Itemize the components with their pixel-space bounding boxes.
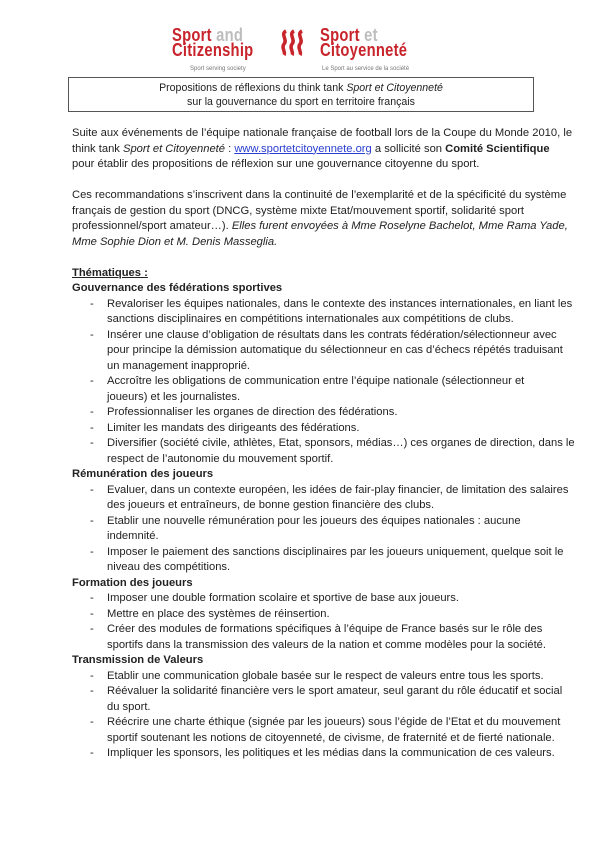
bullet-dash: - — [90, 297, 94, 310]
logo-tagline-en: Sport serving society — [190, 66, 246, 72]
intro-line: pour établir des propositions de réflexion sur une gouvernance citoyenne du sport. — [72, 158, 480, 170]
logo-text: Sport — [172, 25, 212, 45]
bullet-item — [72, 297, 573, 328]
bullet-line: Revaloriser les équipes nationales, dans le contexte des instances internationales, en liant les — [107, 297, 573, 310]
bullet-line: Impliquer les sponsors, les politiques et les médias dans la communication de ces valeurs. — [107, 747, 555, 759]
bullet-dash: - — [90, 592, 94, 604]
bullet-dash: - — [90, 328, 94, 341]
text: think tank — [72, 142, 123, 155]
paragraph-line — [72, 219, 568, 235]
bullet-dash: - — [90, 685, 94, 697]
logo-fr-text — [320, 25, 408, 60]
bullet-line: niveau des compétitions. — [107, 561, 231, 573]
bullet-line: joueurs) et les journalistes. — [107, 390, 241, 403]
bullet-dash: - — [90, 747, 94, 759]
bullet-dash: - — [90, 545, 94, 558]
text-italic: Mme Sophie Dion et M. Denis Masseglia. — [72, 235, 278, 248]
logo-text: et — [364, 25, 378, 45]
bullet-line: Etablir une nouvelle rémunération pour les joueurs des équipes nationales : aucune — [107, 514, 521, 527]
bullet-dash: - — [90, 375, 94, 387]
title-line-2: sur la gouvernance du sport en territoire français — [187, 96, 415, 108]
themes-heading: Thématiques : — [72, 266, 148, 279]
bullet-dash: - — [90, 669, 94, 682]
bullet-item — [72, 622, 547, 653]
logo-tagline-fr: Le Sport au service de la société — [322, 66, 410, 72]
bullet-item — [72, 684, 563, 715]
bullet-dash: - — [90, 607, 94, 620]
text: : — [225, 142, 235, 155]
text-bold: Comité Scientifique — [445, 142, 550, 155]
bullet-line: des joueurs et entraîneurs, de bonne gestion financière des clubs. — [107, 499, 435, 511]
bullet-item — [72, 328, 563, 375]
paragraph-line: français de gestion du sport (DNCG, système mixte Etat/mouvement sportif, solidarité sport — [72, 204, 525, 217]
bullet-item — [72, 436, 575, 467]
bullet-dash: - — [90, 421, 94, 434]
section-heading: Transmission de Valeurs — [72, 654, 204, 666]
bullet-item — [72, 483, 569, 514]
document-body — [72, 126, 575, 762]
title-italic: Sport et Citoyenneté — [346, 82, 443, 94]
text: professionnel/sport amateur…). — [72, 220, 232, 232]
logo-text: Citoyenneté — [320, 40, 408, 60]
title-text: Propositions de réflexions du think tank — [159, 82, 347, 94]
bullet-line: du sport. — [107, 700, 151, 713]
bullet-line: Imposer le paiement des sanctions disciplinaires par les joueurs uniquement, quelque soit le — [107, 545, 564, 558]
bullet-item — [72, 545, 564, 576]
logo-text: Citizenship — [172, 40, 254, 60]
section-heading: Rémunération des joueurs — [72, 468, 214, 480]
bullet-line: Evaluer, dans un contexte européen, les idées de fair-play financier, de limitation des salaires — [107, 483, 569, 496]
bullet-item — [72, 746, 555, 762]
logo — [0, 22, 600, 78]
bullet-item — [72, 374, 542, 405]
logo-text: and — [216, 25, 244, 45]
bullet-item — [72, 405, 542, 421]
bullet-line: Insérer une clause d’obligation de résultats dans les contrats fédération/sélectionneur avec — [107, 328, 557, 341]
text-italic: Sport et Citoyenneté — [123, 142, 225, 155]
logo-text: Sport — [320, 25, 360, 45]
sections — [72, 281, 575, 762]
bullet-line: Mettre en place des systèmes de réinsertion. — [107, 607, 330, 620]
paragraph-line: Ces recommandations s’inscrivent dans la continuité de l’exemplarité et de la spécificité du système — [72, 189, 567, 201]
bullet-line: indemnité. — [107, 530, 159, 542]
bullet-line: Diversifier (société civile, athlètes, Etat, sponsors, médias…) ces organes de direction, dans le — [107, 437, 575, 449]
bullet-line: Accroître les obligations de communication entre l’équipe nationale (sélectionneur et — [107, 375, 525, 387]
bullet-line: sanctions disciplinaires en compétitions internationales aux compétitions de clubs. — [107, 313, 514, 325]
intro-line: Suite aux événements de l’équipe nationale française de football lors de la Coupe du Monde 2010, le — [72, 127, 573, 139]
intro-line — [72, 142, 550, 158]
website-link[interactable]: www.sportetcitoyennete.org — [234, 142, 372, 155]
bullet-line: un management inapproprié. — [107, 359, 251, 372]
sss-logo-icon — [278, 28, 308, 58]
bullet-line: Limiter les mandats des dirigeants des fédérations. — [107, 421, 360, 434]
bullet-dash: - — [90, 406, 94, 418]
bullet-item — [72, 669, 542, 685]
bullet-line: Réécrire une charte éthique (signée par les joueurs) sous l’égide de l’Etat et du mouvement — [107, 716, 561, 728]
bullet-item — [72, 715, 561, 746]
text-italic: Elles furent envoyées à Mme Roselyne Bachelot, Mme Rama Yade, — [231, 220, 568, 232]
title-box — [68, 77, 534, 112]
bullet-dash: - — [90, 514, 94, 527]
section-heading: Formation des joueurs — [72, 576, 193, 589]
bullet-item — [72, 421, 542, 437]
bullet-line: respect de l’autonomie du mouvement sportif. — [107, 452, 334, 465]
bullet-dash: - — [90, 623, 94, 635]
title-line-1 — [69, 81, 533, 95]
bullet-line: Réévaluer la solidarité financière vers le sport amateur, seul garant du rôle éducatif et social — [107, 685, 563, 697]
bullet-dash: - — [90, 483, 94, 496]
bullet-line: sportifs dans la transmission des valeurs de la nation et comme modèles pour la société. — [107, 638, 547, 651]
bullet-line: Créer des modules de formations spécifiques à l’équipe de France basés sur le rôle des — [107, 623, 543, 635]
bullet-line: Imposer une double formation scolaire et sportive de base aux joueurs. — [107, 592, 459, 604]
bullet-item — [72, 514, 542, 545]
bullet-line: sportif soutenant les notions de citoyenneté, de civisme, de fraternité et de fierté nationale. — [107, 731, 555, 744]
bullet-line: Professionnaliser les organes de direction des fédérations. — [107, 406, 398, 418]
bullet-line: pour principe la démission automatique du sélectionneur en cas d’échecs répétés traduisant — [107, 344, 563, 356]
bullet-dash: - — [90, 437, 94, 449]
logo-en-text — [172, 25, 254, 60]
bullet-item — [72, 607, 542, 623]
paragraph-line — [72, 235, 542, 251]
text: a sollicité son — [371, 142, 446, 155]
bullet-item — [72, 591, 542, 607]
section-heading: Gouvernance des fédérations sportives — [72, 282, 283, 294]
bullet-dash: - — [90, 716, 94, 728]
bullet-line: Etablir une communication globale basée sur le respect de valeurs entre tous les sports. — [107, 669, 544, 682]
